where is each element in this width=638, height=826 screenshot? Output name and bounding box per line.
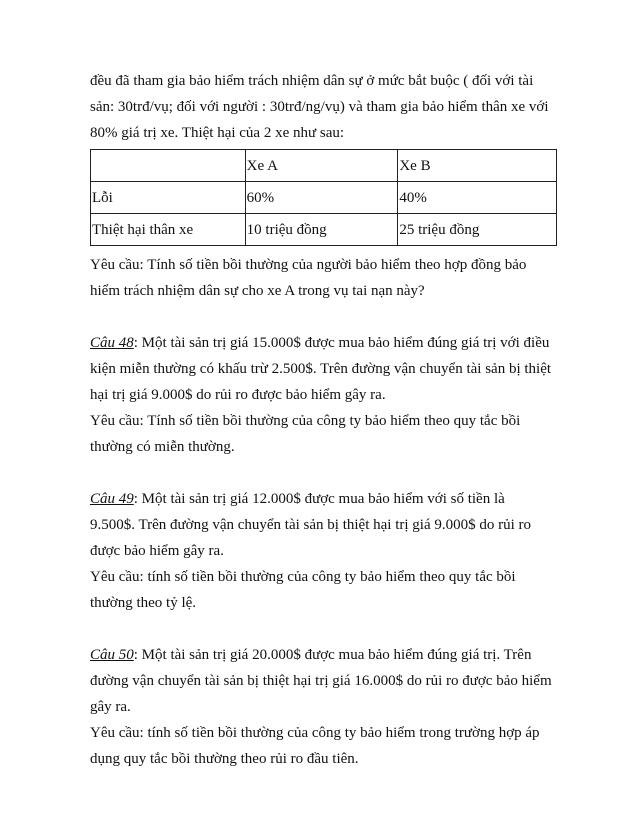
table-header-cell: Xe A bbox=[245, 150, 398, 182]
table-cell: 25 triệu đồng bbox=[398, 214, 557, 246]
text-line: 80% giá trị xe. Thiệt hại của 2 xe như sau: bbox=[90, 125, 345, 141]
table-cell: 60% bbox=[245, 182, 398, 214]
table-cell: 40% bbox=[398, 182, 557, 214]
question-first-line bbox=[90, 330, 560, 356]
question-label: Câu 50 bbox=[90, 647, 134, 663]
text-line: đều đã tham gia bảo hiểm trách nhiệm dân sự ở mức bắt buộc ( đối với tài bbox=[90, 73, 534, 89]
text-line: 9.500$. Trên đường vận chuyển tài sản bị thiệt hại trị giá 9.000$ do rủi ro bbox=[90, 517, 532, 533]
intro-paragraph bbox=[90, 68, 560, 146]
question-48 bbox=[90, 330, 560, 460]
table-cell: 10 triệu đồng bbox=[245, 214, 398, 246]
table-header-cell: Xe B bbox=[398, 150, 557, 182]
text-line: hiểm trách nhiệm dân sự cho xe A trong vụ tai nạn này? bbox=[90, 283, 425, 299]
table-row bbox=[91, 182, 557, 214]
text-line: Yêu cầu: Tính số tiền bồi thường của người bảo hiểm theo hợp đồng bảo bbox=[90, 257, 527, 273]
question-label: Câu 49 bbox=[90, 491, 134, 507]
text-line: kiện miễn thường có khấu trừ 2.500$. Trên đường vận chuyển tài sản bị thiệt bbox=[90, 361, 552, 377]
question-50 bbox=[90, 642, 560, 772]
text-line: thường theo tỷ lệ. bbox=[90, 595, 197, 611]
text-line: thường có miễn thường. bbox=[90, 439, 235, 455]
text-line: Yêu cầu: tính số tiền bồi thường của công ty bảo hiểm trong trường hợp áp bbox=[90, 725, 540, 741]
table-cell: Lỗi bbox=[91, 182, 246, 214]
question-text: : Một tài sản trị giá 15.000$ được mua bảo hiểm đúng giá trị với điều bbox=[133, 335, 550, 351]
paragraph-gap bbox=[90, 460, 560, 486]
table-header-row bbox=[91, 150, 557, 182]
question-text: : Một tài sản trị giá 12.000$ được mua bảo hiểm với số tiền là bbox=[133, 491, 505, 507]
damage-table bbox=[90, 149, 557, 246]
text-line: gây ra. bbox=[90, 699, 131, 715]
text-line: hại trị giá 9.000$ do rủi ro được bảo hiểm gây ra. bbox=[90, 387, 386, 403]
text-line: đường vận chuyển tài sản bị thiệt hại trị giá 16.000$ do rủi ro được bảo hiểm bbox=[90, 673, 552, 689]
paragraph-gap bbox=[90, 616, 560, 642]
paragraph-gap bbox=[90, 304, 560, 330]
text-line: dụng quy tắc bồi thường theo rủi ro đầu tiên. bbox=[90, 751, 359, 767]
question-49 bbox=[90, 486, 560, 616]
question-first-line bbox=[90, 486, 560, 512]
table-header-cell bbox=[91, 150, 246, 182]
question-label: Câu 48 bbox=[90, 335, 134, 351]
table-cell: Thiệt hại thân xe bbox=[91, 214, 246, 246]
question-first-line bbox=[90, 642, 560, 668]
text-line: Yêu cầu: Tính số tiền bồi thường của công ty bảo hiểm theo quy tắc bồi bbox=[90, 413, 521, 429]
text-line: Yêu cầu: tính số tiền bồi thường của công ty bảo hiểm theo quy tắc bồi bbox=[90, 569, 516, 585]
text-line: được bảo hiểm gây ra. bbox=[90, 543, 224, 559]
requirement-paragraph bbox=[90, 252, 560, 304]
table-row bbox=[91, 214, 557, 246]
document-page bbox=[90, 68, 560, 772]
question-text: : Một tài sản trị giá 20.000$ được mua bảo hiểm đúng giá trị. Trên bbox=[133, 647, 532, 663]
text-line: sản: 30trđ/vụ; đối với người : 30trđ/ng/vụ) và tham gia bảo hiểm thân xe với bbox=[90, 99, 549, 115]
